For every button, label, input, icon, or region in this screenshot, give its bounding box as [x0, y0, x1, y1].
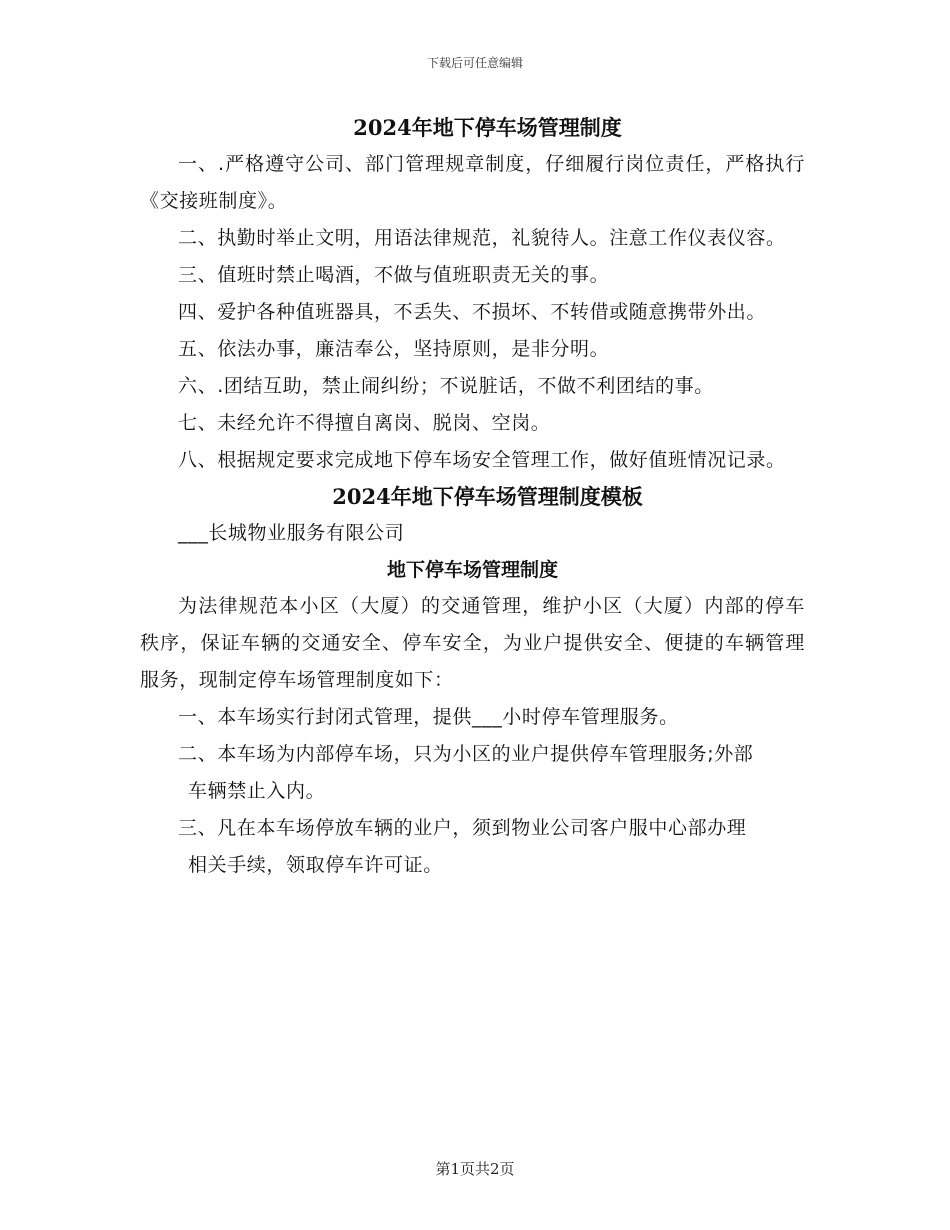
- paragraph-6: 六、.团结互助，禁止闹纠纷；不说脏话，不做不利团结的事。: [178, 375, 714, 397]
- paragraph-5: 五、依法办事，廉洁奉公，坚持原则，是非分明。: [178, 338, 610, 360]
- paragraph-2: 二、执勤时举止文明，用语法律规范，礼貌待人。注意工作仪表仪容。: [178, 227, 786, 249]
- document-body: [140, 110, 805, 884]
- header-note: 下载后可任意编辑: [426, 56, 523, 70]
- paragraph-8: 八、根据规定要求完成地下停车场安全管理工作，做好值班情况记录。: [178, 449, 786, 471]
- page-number: 第1页共2页: [435, 1160, 515, 1178]
- intro-paragraph: 为法律规范本小区（大厦）的交通管理，维护小区（大厦）内部的停车秩序，保证车辆的交通安全、停车安全，为业户提供安全、便捷的车辆管理服务，现制定停车场管理制度如下：: [140, 595, 805, 691]
- paragraph-3: 三、值班时禁止喝酒，不做与值班职责无关的事。: [178, 264, 610, 286]
- paragraph-7: 七、未经允许不得擅自离岗、脱岗、空岗。: [178, 412, 551, 434]
- section-subtitle: 地下停车场管理制度: [386, 559, 558, 581]
- document-title: 2024年地下停车场管理制度: [353, 115, 622, 140]
- rule-2-continued: 车辆禁止入内。: [188, 780, 326, 802]
- rule-1: 一、本车场实行封闭式管理，提供___小时停车管理服务。: [178, 706, 679, 728]
- rule-3: 三、凡在本车场停放车辆的业户，须到物业公司客户服中心部办理: [178, 817, 747, 839]
- rule-3-continued: 相关手续，领取停车许可证。: [188, 854, 443, 876]
- template-title: 2024年地下停车场管理制度模板: [332, 484, 643, 509]
- company-name: ___长城物业服务有限公司: [178, 522, 405, 544]
- paragraph-4: 四、爱护各种值班器具，不丢失、不损坏、不转借或随意携带外出。: [178, 301, 767, 323]
- rule-2: 二、本车场为内部停车场，只为小区的业户提供停车管理服务;外部: [178, 743, 754, 765]
- paragraph-1: 一、.严格遵守公司、部门管理规章制度，仔细履行岗位责任，严格执行《交接班制度》。: [140, 153, 805, 212]
